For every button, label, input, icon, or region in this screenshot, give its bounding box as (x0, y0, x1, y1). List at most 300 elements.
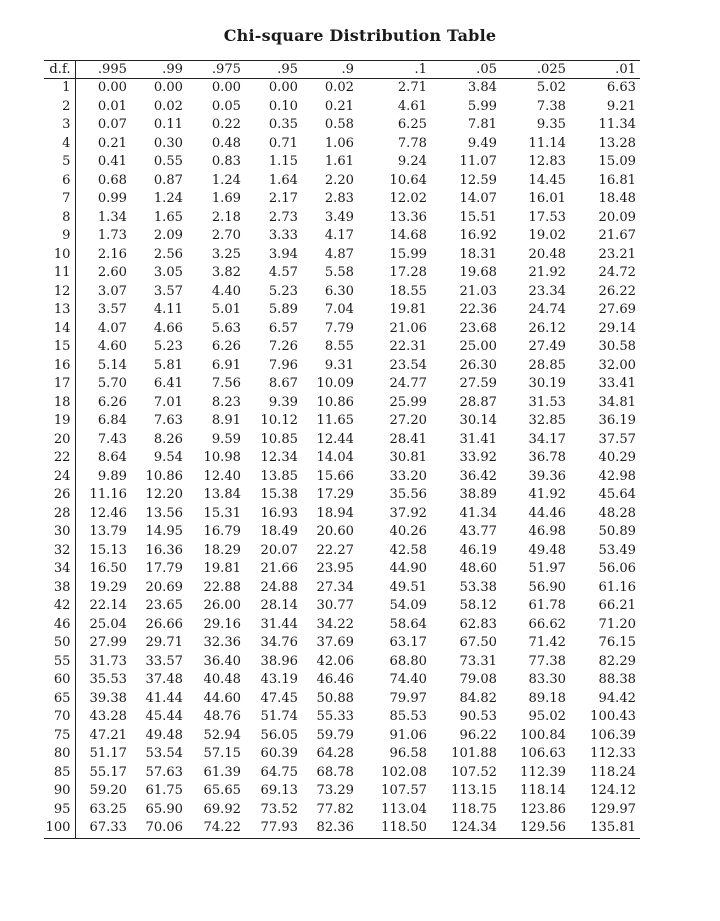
value-cell: 18.48 (598, 191, 636, 206)
value-cell: 28.14 (260, 598, 298, 613)
value-cell: 16.93 (260, 505, 298, 521)
table-row (44, 190, 640, 209)
value-cell: 2.18 (211, 209, 241, 225)
value-cell: 76.15 (598, 635, 636, 650)
value-cell: 6.84 (97, 413, 127, 428)
value-cell: 68.80 (389, 653, 427, 669)
value-cell: 66.62 (528, 616, 566, 632)
value-cell: 61.16 (598, 579, 636, 595)
value-cell: 5.81 (153, 357, 183, 373)
value-cell: 0.30 (153, 135, 183, 151)
value-cell: 28.87 (459, 394, 497, 410)
value-cell: 0.55 (153, 154, 183, 169)
value-cell: 22.31 (389, 339, 427, 354)
value-cell: 0.00 (268, 80, 298, 95)
value-cell: 43.77 (459, 524, 497, 539)
df-cell: 34 (44, 560, 75, 579)
df-cell: 26 (44, 486, 75, 505)
value-cell: 70.06 (131, 819, 187, 838)
value-cell: 52.94 (203, 727, 241, 743)
table-row (44, 523, 640, 542)
table-row (44, 486, 640, 505)
value-cell: 0.10 (268, 98, 298, 114)
value-cell: 51.74 (260, 709, 298, 724)
value-cell: 7.56 (211, 376, 241, 391)
value-cell: 35.56 (389, 487, 427, 502)
table-row (44, 172, 640, 191)
df-cell: 95 (44, 801, 75, 820)
value-cell: 18.31 (459, 246, 497, 262)
value-cell: 32.00 (598, 357, 636, 373)
column-header-df: d.f. (44, 61, 75, 79)
value-cell: 37.48 (145, 672, 183, 687)
table-row (44, 209, 640, 228)
value-cell: 24.88 (260, 579, 298, 595)
value-cell: 68.78 (316, 764, 354, 780)
value-cell: 0.58 (324, 117, 354, 132)
value-cell: 3.07 (97, 283, 127, 299)
value-cell: 2.83 (324, 191, 354, 206)
value-cell: 15.09 (598, 154, 636, 169)
table-row (44, 135, 640, 154)
df-cell: 5 (44, 153, 75, 172)
value-cell: 33.57 (145, 653, 183, 669)
df-cell: 17 (44, 375, 75, 394)
value-cell: 5.70 (97, 376, 127, 391)
value-cell: 10.86 (316, 394, 354, 410)
table-header (44, 61, 640, 79)
value-cell: 21.66 (260, 561, 298, 576)
value-cell: 84.82 (459, 690, 497, 706)
value-cell: 42.98 (598, 468, 636, 484)
value-cell: 16.79 (203, 524, 241, 539)
value-cell: 30.58 (598, 339, 636, 354)
value-cell: 24.72 (598, 265, 636, 280)
value-cell: 44.90 (389, 561, 427, 576)
value-cell: 22.27 (316, 542, 354, 558)
value-cell: 43.19 (260, 672, 298, 687)
value-cell: 0.11 (153, 117, 183, 132)
value-cell: 34.81 (598, 394, 636, 410)
value-cell: 7.38 (536, 98, 566, 114)
value-cell: 5.89 (268, 302, 298, 317)
value-cell: 5.01 (211, 302, 241, 317)
value-cell: 14.04 (316, 450, 354, 465)
value-cell: 53.49 (598, 542, 636, 558)
value-cell: 23.68 (459, 320, 497, 336)
value-cell: 61.75 (145, 783, 183, 798)
value-cell: 11.14 (528, 135, 566, 151)
table-row (44, 227, 640, 246)
value-cell: 118.75 (451, 801, 497, 817)
header-row (44, 61, 640, 79)
value-cell: 11.07 (459, 154, 497, 169)
value-cell: 23.21 (598, 246, 636, 262)
value-cell: 1.65 (153, 209, 183, 225)
value-cell: 19.29 (89, 579, 127, 595)
value-cell: 2.70 (211, 228, 241, 243)
table-row (44, 597, 640, 616)
column-header: .995 (75, 61, 131, 79)
table-row (44, 801, 640, 820)
table-row (44, 449, 640, 468)
value-cell: 9.39 (268, 394, 298, 410)
value-cell: 96.58 (389, 746, 427, 761)
value-cell: 63.25 (89, 801, 127, 817)
table-row (44, 431, 640, 450)
value-cell: 13.28 (598, 135, 636, 151)
table-row (44, 412, 640, 431)
value-cell: 4.60 (97, 339, 127, 354)
value-cell: 77.38 (528, 653, 566, 669)
value-cell: 1.69 (211, 191, 241, 206)
value-cell: 46.46 (316, 672, 354, 687)
table-row (44, 745, 640, 764)
value-cell: 33.92 (459, 450, 497, 465)
value-cell: 59.20 (89, 783, 127, 798)
value-cell: 41.92 (528, 487, 566, 502)
value-cell: 10.86 (145, 468, 183, 484)
value-cell: 107.52 (451, 764, 497, 780)
value-cell: 23.65 (145, 598, 183, 613)
value-cell: 39.36 (528, 468, 566, 484)
df-cell: 15 (44, 338, 75, 357)
value-cell: 113.04 (381, 801, 427, 817)
table-row (44, 98, 640, 117)
value-cell: 7.96 (268, 357, 298, 373)
df-cell: 70 (44, 708, 75, 727)
df-cell: 2 (44, 98, 75, 117)
value-cell: 5.58 (324, 265, 354, 280)
value-cell: 13.36 (389, 209, 427, 225)
value-cell: 16.01 (528, 191, 566, 206)
df-cell: 3 (44, 116, 75, 135)
value-cell: 88.38 (598, 672, 636, 687)
df-cell: 20 (44, 431, 75, 450)
value-cell: 50.88 (316, 690, 354, 706)
value-cell: 74.22 (187, 819, 245, 838)
value-cell: 15.31 (203, 505, 241, 521)
table-row (44, 79, 640, 98)
value-cell: 5.02 (536, 80, 566, 95)
table-row (44, 560, 640, 579)
value-cell: 57.15 (203, 746, 241, 761)
value-cell: 42.58 (389, 542, 427, 558)
value-cell: 4.87 (324, 246, 354, 262)
column-header: .025 (501, 61, 570, 79)
value-cell: 9.35 (536, 117, 566, 132)
value-cell: 3.33 (268, 228, 298, 243)
df-cell: 8 (44, 209, 75, 228)
value-cell: 12.46 (89, 505, 127, 521)
value-cell: 95.02 (528, 709, 566, 724)
value-cell: 77.82 (316, 801, 354, 817)
value-cell: 21.67 (598, 228, 636, 243)
table-row (44, 653, 640, 672)
value-cell: 4.40 (211, 283, 241, 299)
df-cell: 46 (44, 616, 75, 635)
value-cell: 8.67 (268, 376, 298, 391)
value-cell: 4.07 (97, 320, 127, 336)
df-cell: 12 (44, 283, 75, 302)
value-cell: 13.56 (145, 505, 183, 521)
value-cell: 100.84 (520, 727, 566, 743)
value-cell: 12.40 (203, 468, 241, 484)
value-cell: 17.53 (528, 209, 566, 225)
value-cell: 71.42 (528, 635, 566, 650)
value-cell: 48.60 (459, 561, 497, 576)
value-cell: 6.41 (153, 376, 183, 391)
value-cell: 20.07 (260, 542, 298, 558)
value-cell: 10.09 (316, 376, 354, 391)
value-cell: 44.60 (203, 690, 241, 706)
value-cell: 2.20 (324, 172, 354, 188)
value-cell: 3.57 (97, 302, 127, 317)
value-cell: 47.45 (260, 690, 298, 706)
value-cell: 60.39 (260, 746, 298, 761)
value-cell: 0.35 (268, 117, 298, 132)
df-cell: 1 (44, 79, 75, 98)
value-cell: 8.64 (97, 450, 127, 465)
value-cell: 20.69 (145, 579, 183, 595)
value-cell: 73.31 (459, 653, 497, 669)
value-cell: 2.71 (397, 80, 427, 95)
value-cell: 21.03 (459, 283, 497, 299)
value-cell: 61.78 (528, 598, 566, 613)
value-cell: 0.83 (211, 154, 241, 169)
value-cell: 49.48 (528, 542, 566, 558)
table-row (44, 819, 640, 838)
value-cell: 3.25 (211, 246, 241, 262)
value-cell: 31.41 (459, 431, 497, 447)
value-cell: 18.94 (316, 505, 354, 521)
value-cell: 96.22 (459, 727, 497, 743)
table-row (44, 468, 640, 487)
value-cell: 31.44 (260, 616, 298, 632)
value-cell: 26.30 (459, 357, 497, 373)
value-cell: 6.91 (211, 357, 241, 373)
value-cell: 19.02 (528, 228, 566, 243)
value-cell: 2.60 (97, 265, 127, 280)
table-row (44, 283, 640, 302)
value-cell: 3.57 (153, 283, 183, 299)
df-cell: 10 (44, 246, 75, 265)
value-cell: 83.30 (528, 672, 566, 687)
column-header: .1 (358, 61, 431, 79)
value-cell: 7.04 (324, 302, 354, 317)
df-cell: 32 (44, 542, 75, 561)
table-row (44, 338, 640, 357)
value-cell: 26.12 (528, 320, 566, 336)
df-cell: 18 (44, 394, 75, 413)
value-cell: 100.43 (590, 709, 636, 724)
value-cell: 43.28 (89, 709, 127, 724)
value-cell: 17.28 (389, 265, 427, 280)
value-cell: 89.18 (528, 690, 566, 706)
value-cell: 36.42 (459, 468, 497, 484)
value-cell: 21.06 (389, 320, 427, 336)
value-cell: 12.59 (459, 172, 497, 188)
value-cell: 2.73 (268, 209, 298, 225)
value-cell: 4.17 (324, 228, 354, 243)
value-cell: 112.33 (590, 746, 636, 761)
value-cell: 27.34 (316, 579, 354, 595)
value-cell: 30.14 (459, 413, 497, 428)
value-cell: 42.06 (316, 653, 354, 669)
value-cell: 17.29 (316, 487, 354, 502)
value-cell: 64.75 (260, 764, 298, 780)
df-cell: 85 (44, 764, 75, 783)
df-cell: 19 (44, 412, 75, 431)
table-row (44, 320, 640, 339)
df-cell: 55 (44, 653, 75, 672)
value-cell: 31.53 (528, 394, 566, 410)
value-cell: 9.54 (153, 450, 183, 465)
value-cell: 15.51 (459, 209, 497, 225)
value-cell: 49.51 (389, 579, 427, 595)
value-cell: 19.81 (203, 561, 241, 576)
value-cell: 1.24 (153, 191, 183, 206)
column-header: .975 (187, 61, 245, 79)
value-cell: 56.06 (598, 561, 636, 576)
value-cell: 9.21 (606, 98, 636, 114)
value-cell: 6.30 (324, 283, 354, 299)
value-cell: 48.76 (203, 709, 241, 724)
value-cell: 27.99 (89, 635, 127, 650)
value-cell: 11.65 (316, 413, 354, 428)
value-cell: 34.76 (260, 635, 298, 650)
value-cell: 13.79 (89, 524, 127, 539)
table-row (44, 394, 640, 413)
table-title: Chi-square Distribution Table (223, 26, 497, 45)
df-cell: 11 (44, 264, 75, 283)
value-cell: 101.88 (451, 746, 497, 761)
value-cell: 27.20 (389, 413, 427, 428)
value-cell: 26.00 (203, 598, 241, 613)
value-cell: 20.48 (528, 246, 566, 262)
value-cell: 91.06 (389, 727, 427, 743)
value-cell: 4.66 (153, 320, 183, 336)
value-cell: 36.78 (528, 450, 566, 465)
df-cell: 24 (44, 468, 75, 487)
value-cell: 9.49 (467, 135, 497, 151)
value-cell: 4.57 (268, 265, 298, 280)
value-cell: 73.29 (316, 783, 354, 798)
table-row (44, 616, 640, 635)
df-cell: 22 (44, 449, 75, 468)
value-cell: 49.48 (145, 727, 183, 743)
value-cell: 10.98 (203, 450, 241, 465)
df-cell: 90 (44, 782, 75, 801)
value-cell: 0.41 (97, 154, 127, 169)
value-cell: 45.44 (145, 709, 183, 724)
value-cell: 25.04 (89, 616, 127, 632)
value-cell: 26.66 (145, 616, 183, 632)
value-cell: 40.26 (389, 524, 427, 539)
value-cell: 21.92 (528, 265, 566, 280)
value-cell: 33.20 (389, 468, 427, 484)
value-cell: 51.17 (89, 746, 127, 761)
table-row (44, 264, 640, 283)
value-cell: 0.22 (211, 117, 241, 132)
value-cell: 1.15 (268, 154, 298, 169)
value-cell: 44.46 (528, 505, 566, 521)
value-cell: 8.91 (211, 413, 241, 428)
table-body (44, 79, 640, 839)
value-cell: 12.44 (316, 431, 354, 447)
table-row (44, 116, 640, 135)
df-cell: 42 (44, 597, 75, 616)
value-cell: 7.78 (397, 135, 427, 151)
value-cell: 30.81 (389, 450, 427, 465)
value-cell: 0.05 (211, 98, 241, 114)
value-cell: 27.59 (459, 376, 497, 391)
df-cell: 30 (44, 523, 75, 542)
value-cell: 18.29 (203, 542, 241, 558)
value-cell: 16.92 (459, 228, 497, 243)
value-cell: 2.09 (153, 228, 183, 243)
value-cell: 34.17 (528, 431, 566, 447)
value-cell: 74.40 (389, 672, 427, 687)
value-cell: 7.81 (467, 117, 497, 132)
value-cell: 16.36 (145, 542, 183, 558)
value-cell: 3.82 (211, 265, 241, 280)
value-cell: 29.71 (145, 635, 183, 650)
value-cell: 5.63 (211, 320, 241, 336)
value-cell: 73.52 (260, 801, 298, 817)
value-cell: 79.97 (389, 690, 427, 706)
value-cell: 55.33 (316, 709, 354, 724)
value-cell: 9.24 (397, 154, 427, 169)
value-cell: 63.17 (389, 635, 427, 650)
table-row (44, 357, 640, 376)
value-cell: 1.64 (268, 172, 298, 188)
value-cell: 50.89 (598, 524, 636, 539)
value-cell: 6.25 (397, 117, 427, 132)
df-cell: 65 (44, 690, 75, 709)
value-cell: 37.69 (316, 635, 354, 650)
value-cell: 29.14 (598, 320, 636, 336)
value-cell: 15.66 (316, 468, 354, 484)
value-cell: 0.87 (153, 172, 183, 188)
value-cell: 48.28 (598, 505, 636, 521)
value-cell: 5.99 (467, 98, 497, 114)
value-cell: 1.24 (211, 172, 241, 188)
value-cell: 69.13 (260, 783, 298, 798)
value-cell: 124.12 (590, 783, 636, 798)
column-header: .95 (245, 61, 302, 79)
table-row (44, 579, 640, 598)
value-cell: 19.68 (459, 265, 497, 280)
value-cell: 0.02 (324, 80, 354, 95)
value-cell: 11.34 (598, 117, 636, 132)
value-cell: 33.41 (598, 376, 636, 391)
value-cell: 20.60 (316, 524, 354, 539)
value-cell: 26.22 (598, 283, 636, 299)
table-row (44, 301, 640, 320)
value-cell: 41.44 (145, 690, 183, 706)
value-cell: 20.09 (598, 209, 636, 225)
value-cell: 45.64 (598, 487, 636, 502)
value-cell: 56.90 (528, 579, 566, 595)
value-cell: 90.53 (459, 709, 497, 724)
value-cell: 79.08 (459, 672, 497, 687)
value-cell: 65.90 (145, 801, 183, 817)
value-cell: 37.57 (598, 431, 636, 447)
column-header: .9 (302, 61, 358, 79)
value-cell: 10.64 (389, 172, 427, 188)
table-row (44, 246, 640, 265)
